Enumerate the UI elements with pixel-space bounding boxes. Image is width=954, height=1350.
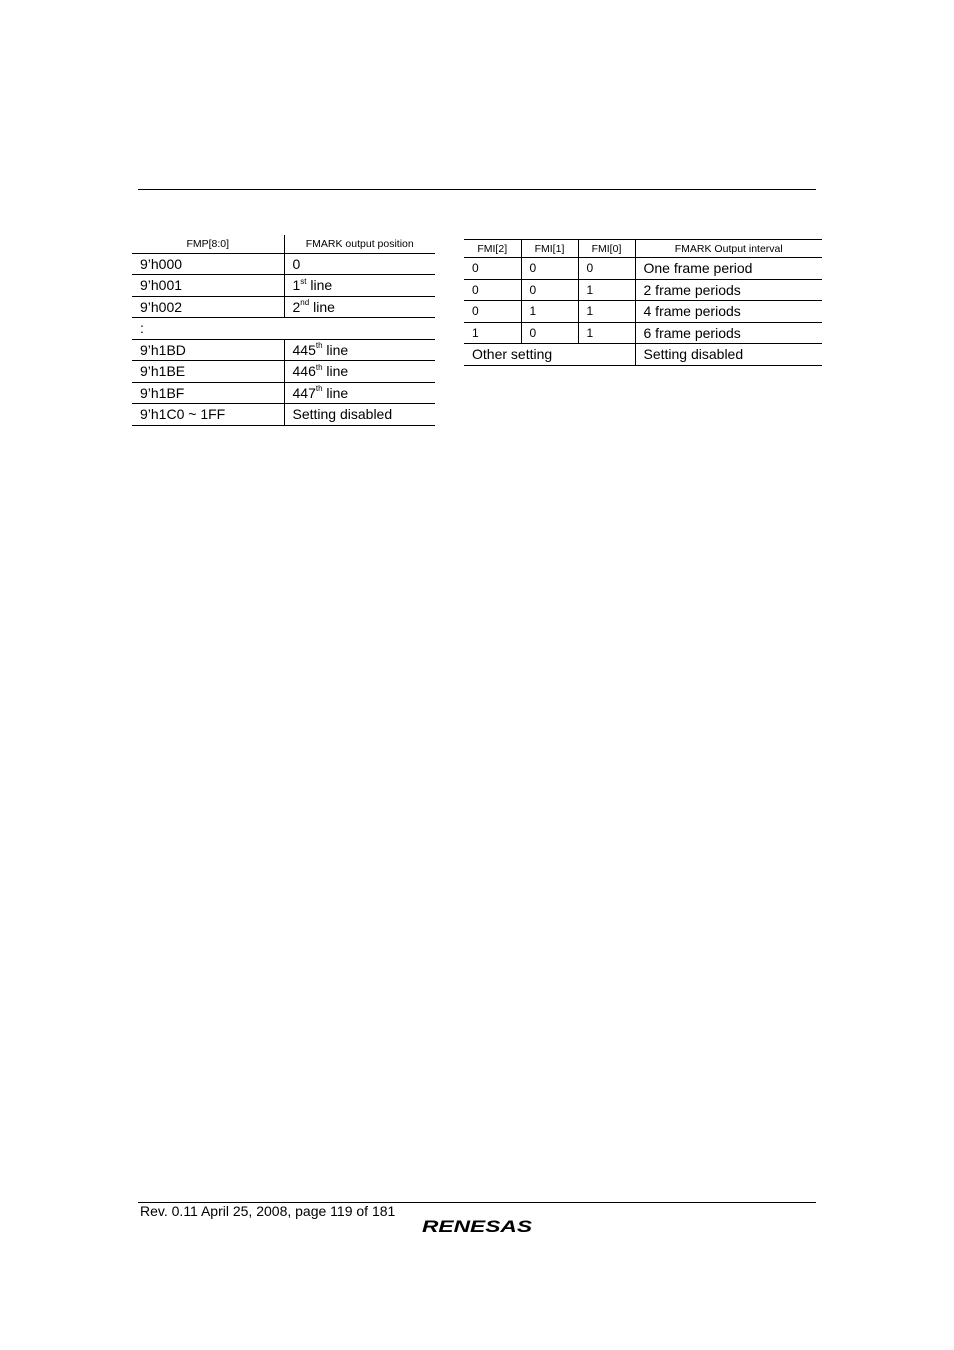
fmi-bit: 1	[578, 322, 635, 344]
fmp-code: 9’h1BD	[132, 339, 284, 361]
ellipsis-row: :	[132, 318, 435, 340]
table-header-row	[132, 235, 435, 253]
table-row	[132, 339, 435, 361]
fmi-bit: 0	[521, 279, 578, 301]
table-row	[464, 279, 822, 301]
fmark-position: Setting disabled	[284, 404, 435, 426]
fmi-bit: 1	[464, 322, 521, 344]
fmark-interval: 6 frame periods	[635, 322, 822, 344]
column-header: FMARK Output interval	[635, 240, 822, 258]
other-setting-label: Other setting	[464, 344, 635, 366]
fmark-interval: Setting disabled	[635, 344, 822, 366]
fmp-code: 9’h002	[132, 296, 284, 318]
fmp-code: 9’h1BE	[132, 361, 284, 383]
fmi-bit: 0	[464, 279, 521, 301]
fmark-position: 446th line	[284, 361, 435, 383]
column-header: FMI[2]	[464, 240, 521, 258]
fmp-code: 9’h1C0 ~ 1FF	[132, 404, 284, 426]
table-row	[132, 361, 435, 383]
fmi-bit: 0	[464, 258, 521, 280]
fmp-code: 9’h000	[132, 253, 284, 275]
fmp-code: 9’h1BF	[132, 382, 284, 404]
table-row	[132, 253, 435, 275]
fmi-bit: 0	[464, 301, 521, 323]
fmark-position: 447th line	[284, 382, 435, 404]
table-row	[132, 382, 435, 404]
fmi-bit: 1	[578, 301, 635, 323]
fmark-interval: 2 frame periods	[635, 279, 822, 301]
fmark-position: 445th line	[284, 339, 435, 361]
table-row	[464, 301, 822, 323]
fmark-position: 1st line	[284, 275, 435, 297]
table-row	[132, 404, 435, 426]
page-footer-revision: Rev. 0.11 April 25, 2008, page 119 of 181	[140, 1203, 396, 1219]
column-header: FMP[8:0]	[132, 235, 284, 253]
column-header: FMI[1]	[521, 240, 578, 258]
fmark-position: 0	[284, 253, 435, 275]
table-row	[132, 296, 435, 318]
column-header: FMI[0]	[578, 240, 635, 258]
table-header-row	[464, 240, 822, 258]
fmi-bit: 0	[521, 258, 578, 280]
fmi-bit: 1	[521, 301, 578, 323]
fmark-position: 2nd line	[284, 296, 435, 318]
fmark-interval: 4 frame periods	[635, 301, 822, 323]
table-row	[132, 275, 435, 297]
table-row	[464, 258, 822, 280]
header-rule	[138, 189, 816, 190]
fmp-table	[132, 235, 435, 426]
table-row	[464, 344, 822, 366]
fmi-bit: 1	[578, 279, 635, 301]
fmi-bit: 0	[521, 322, 578, 344]
fmark-interval: One frame period	[635, 258, 822, 280]
column-header: FMARK output position	[284, 235, 435, 253]
table-row	[464, 322, 822, 344]
fmp-code: 9’h001	[132, 275, 284, 297]
table-row	[132, 318, 435, 340]
fmi-table	[464, 239, 822, 366]
renesas-logo	[420, 1216, 534, 1236]
fmi-bit: 0	[578, 258, 635, 280]
svg-text:RENESAS: RENESAS	[422, 1217, 533, 1236]
